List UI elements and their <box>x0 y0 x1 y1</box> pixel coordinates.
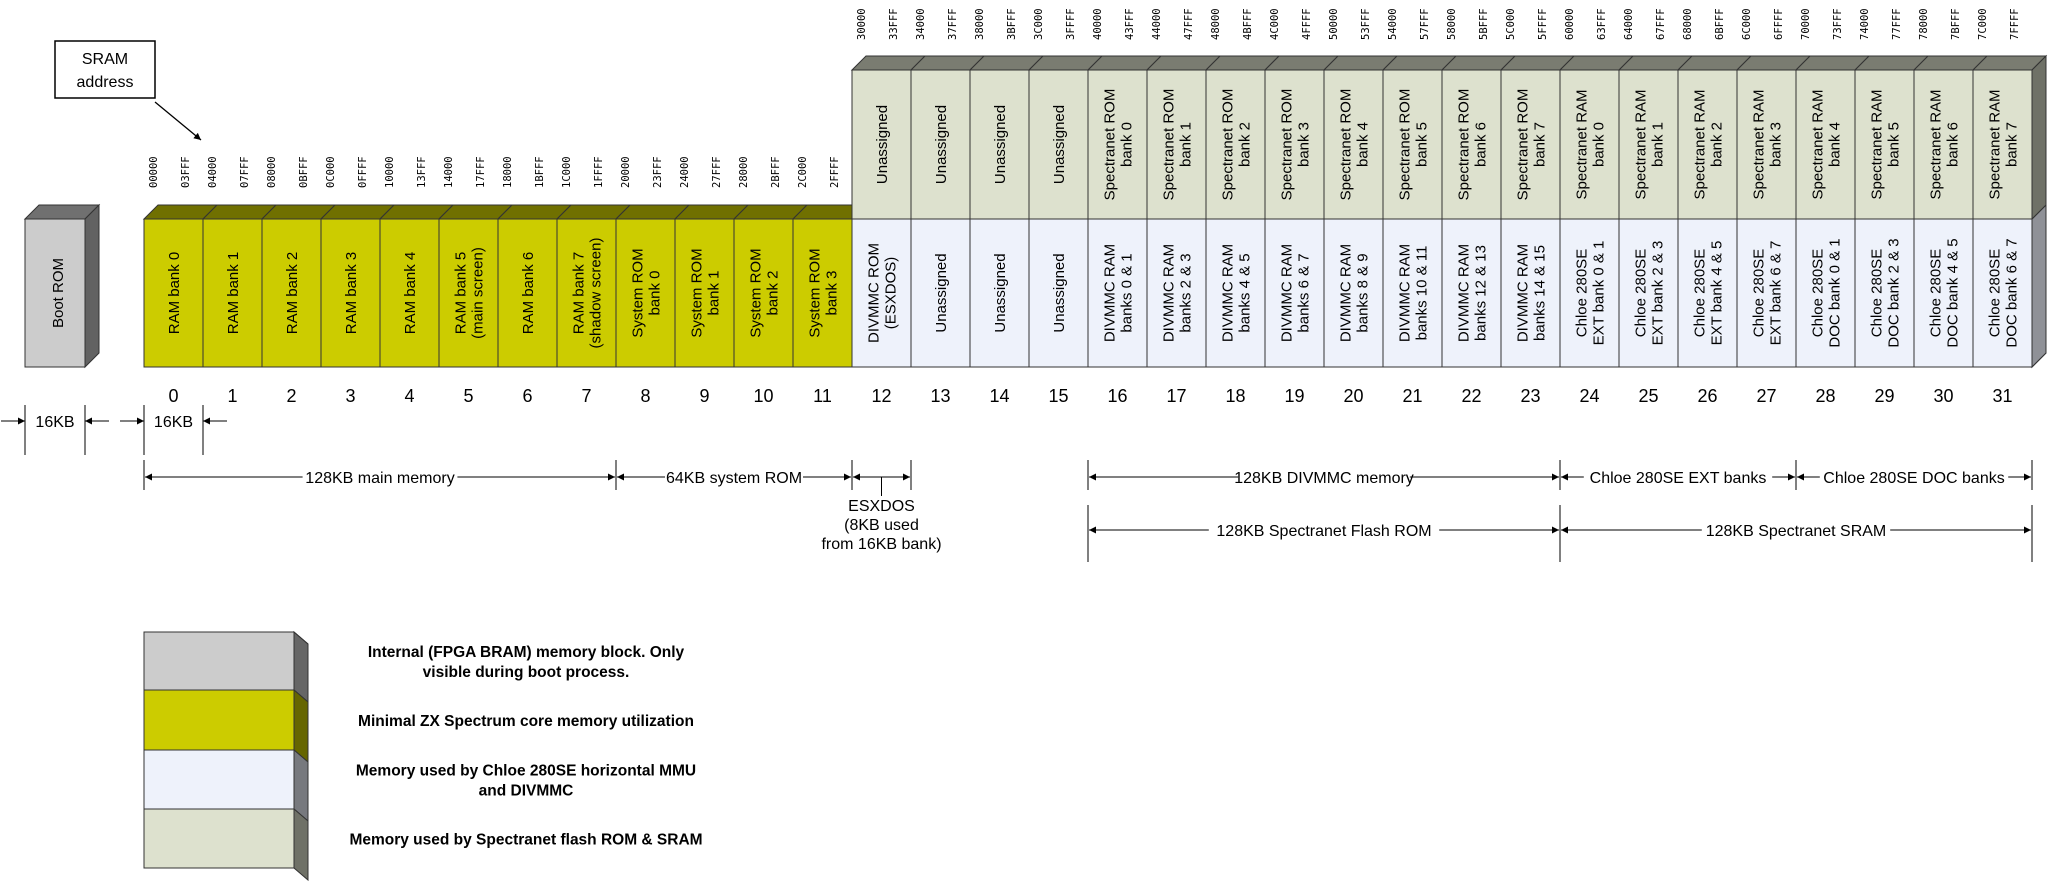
bank-23-end-address: 5FFFF <box>1537 8 1549 40</box>
bank-27-upper-label-line: Spectranet RAM <box>1750 89 1768 200</box>
bank-index-26: 26 <box>1697 386 1718 406</box>
bank-14-start-address: 38000 <box>974 8 986 40</box>
bank-size-dim-label: 16KB <box>153 414 194 431</box>
bank-20-end-address: 53FFF <box>1360 8 1372 40</box>
bank-1-label-line: RAM bank 1 <box>224 251 242 335</box>
bank-5-label <box>453 247 487 339</box>
bank-25-label <box>1633 241 1667 346</box>
bank-index-4: 4 <box>404 386 415 406</box>
bank-15-end-address: 3FFFF <box>1065 8 1077 40</box>
bank-26-label-line: EXT bank 4 & 5 <box>1708 240 1726 346</box>
legend-text-spectranet: Memory used by Spectranet flash ROM & SRAM <box>349 831 703 849</box>
bank-22-upper-label-line: bank 6 <box>1472 121 1490 168</box>
bank-18-upper-label-line: bank 2 <box>1236 121 1254 168</box>
bank-24-start-address: 60000 <box>1564 8 1576 40</box>
bank-index-16: 16 <box>1107 386 1128 406</box>
bank-30-start-address: 78000 <box>1918 8 1930 40</box>
bank-19-label-line: banks 6 & 7 <box>1295 253 1313 333</box>
legend-text-zx: Minimal ZX Spectrum core memory utilization <box>358 713 694 730</box>
bank-17-label <box>1161 244 1195 342</box>
bank-18-label-line: banks 4 & 5 <box>1236 253 1254 333</box>
bank-13-upper-label-line: Unassigned <box>932 104 950 185</box>
legend-text-boot: Internal (FPGA BRAM) memory block. Only <box>367 644 685 661</box>
bank-12-label-line: DIVMMC ROM <box>865 243 883 343</box>
bank-21-label <box>1397 244 1431 342</box>
bank-24-upper-label-line: Spectranet RAM <box>1573 89 1591 200</box>
bank-index-19: 19 <box>1284 386 1305 406</box>
bank-index-8: 8 <box>640 386 651 406</box>
bank-4-end-address: 13FFF <box>416 156 428 188</box>
bank-19-upper-label-line: bank 3 <box>1295 121 1313 168</box>
bank-31-label <box>1987 238 2021 347</box>
bank-16-end-address: 43FFF <box>1124 8 1136 40</box>
bank-4-label <box>402 252 419 335</box>
bank-27-label-line: EXT bank 6 & 7 <box>1767 240 1785 346</box>
bank-16-label-line: banks 0 & 1 <box>1118 253 1136 333</box>
bank-17-start-address: 44000 <box>1151 8 1163 40</box>
bank-29-label-line: Chloe 280SE <box>1868 248 1886 338</box>
bank-18-upper-label-line: Spectranet ROM <box>1219 88 1237 201</box>
bank-index-22: 22 <box>1461 386 1482 406</box>
bank-26-start-address: 68000 <box>1682 8 1694 40</box>
bank-28-label-line: DOC bank 0 & 1 <box>1826 238 1844 348</box>
bank-25-label-line: EXT bank 2 & 3 <box>1649 240 1667 346</box>
bank-15-upper-label-line: Unassigned <box>1050 104 1068 185</box>
upper-row-side-face <box>2032 56 2046 219</box>
bank-28-upper-label-line: bank 4 <box>1826 121 1844 168</box>
bank-16-upper-label-line: Spectranet ROM <box>1101 88 1119 201</box>
bank-23-upper-label-line: bank 7 <box>1531 121 1549 168</box>
bank-29-label-line: DOC bank 2 & 3 <box>1885 238 1903 348</box>
bank-8-label-line: System ROM <box>629 248 647 338</box>
bank-22-label <box>1456 244 1490 342</box>
legend-text-boot: visible during boot process. <box>422 664 630 681</box>
bank-22-label-line: banks 12 & 13 <box>1472 245 1490 341</box>
bank-17-upper-label-line: bank 1 <box>1177 121 1195 168</box>
bank-19-upper-label-line: Spectranet ROM <box>1278 88 1296 201</box>
boot-rom-label: Boot ROM <box>50 257 67 329</box>
bank-11-end-address: 2FFFF <box>829 156 841 188</box>
bank-1-label <box>225 252 242 335</box>
bank-19-label <box>1279 244 1313 342</box>
bank-index-7: 7 <box>581 386 592 406</box>
bank-31-end-address: 7FFFF <box>2009 8 2021 40</box>
bank-9-start-address: 24000 <box>679 156 691 188</box>
bank-index-18: 18 <box>1225 386 1246 406</box>
bank-index-1: 1 <box>227 386 238 406</box>
bank-15-label-line: Unassigned <box>1050 253 1068 333</box>
dimension-lines-layer <box>1 405 2032 562</box>
bank-0-label <box>166 252 183 335</box>
span-dim-1-label: 64KB system ROM <box>665 470 803 487</box>
span-dim-2-label-line: from 16KB bank) <box>821 536 942 553</box>
bank-16-label <box>1102 244 1136 342</box>
bank-15-start-address: 3C000 <box>1033 8 1045 40</box>
bank-30-label <box>1928 238 1962 347</box>
bank-7-label-line: (shadow screen) <box>587 237 605 349</box>
bank-29-upper-label-line: bank 5 <box>1885 121 1903 168</box>
bank-26-upper-label-line: bank 2 <box>1708 121 1726 168</box>
bank-5-start-address: 14000 <box>443 156 455 188</box>
bank-10-end-address: 2BFFF <box>770 156 782 188</box>
bank-27-upper-label-line: bank 3 <box>1767 121 1785 168</box>
span-dim-5-label: Chloe 280SE DOC banks <box>1823 470 2005 487</box>
bank-1-end-address: 07FFF <box>239 156 251 188</box>
bank-2-start-address: 08000 <box>266 156 278 188</box>
bank-index-28: 28 <box>1815 386 1836 406</box>
bank-26-label <box>1692 241 1726 346</box>
bank-25-upper-label-line: Spectranet RAM <box>1632 89 1650 200</box>
bank-index-14: 14 <box>989 386 1010 406</box>
bank-7-start-address: 1C000 <box>561 156 573 188</box>
bank-20-start-address: 50000 <box>1328 8 1340 40</box>
bank-10-label-line: System ROM <box>747 248 765 338</box>
bank-23-label <box>1515 244 1549 342</box>
legend-layer <box>144 632 703 880</box>
bank-31-label-line: Chloe 280SE <box>1986 248 2004 338</box>
bank-17-label-line: DIVMMC RAM <box>1160 243 1178 343</box>
bank-17-label-line: banks 2 & 3 <box>1177 253 1195 333</box>
legend-swatch-chloe-front <box>144 750 294 809</box>
boot-rom-block-side-face <box>85 205 99 367</box>
boot-rom-size-dim-label: 16KB <box>35 414 75 431</box>
bank-26-upper-label-line: Spectranet RAM <box>1691 89 1709 200</box>
bank-29-end-address: 77FFF <box>1891 8 1903 40</box>
bank-18-end-address: 4BFFF <box>1242 8 1254 40</box>
bank-12-start-address: 30000 <box>856 8 868 40</box>
bank-1-start-address: 04000 <box>207 156 219 188</box>
bank-8-label-line: bank 0 <box>646 270 664 316</box>
bank-23-label-line: banks 14 & 15 <box>1531 245 1549 341</box>
bank-28-start-address: 70000 <box>1800 8 1812 40</box>
bank-14-end-address: 3BFFF <box>1006 8 1018 40</box>
bank-index-29: 29 <box>1874 386 1895 406</box>
bank-8-start-address: 20000 <box>620 156 632 188</box>
bank-13-end-address: 37FFF <box>947 8 959 40</box>
legend-swatch-boot-front <box>144 632 294 690</box>
bank-11-label-line: System ROM <box>806 248 824 338</box>
bank-30-upper-label-line: bank 6 <box>1944 121 1962 168</box>
bank-5-end-address: 17FFF <box>475 156 487 188</box>
bank-20-upper-label-line: Spectranet ROM <box>1337 88 1355 201</box>
bank-4-label-line: RAM bank 4 <box>401 251 419 335</box>
bank-7-label-line: RAM bank 7 <box>570 251 588 335</box>
bank-index-17: 17 <box>1166 386 1187 406</box>
bank-13-label-line: Unassigned <box>932 253 950 333</box>
legend-text-chloe: and DIVMMC <box>478 782 574 800</box>
bank-21-label-line: banks 10 & 11 <box>1413 245 1431 341</box>
bank-12-upper-label-line: Unassigned <box>873 104 891 185</box>
bank-24-label-line: EXT bank 0 & 1 <box>1590 240 1608 346</box>
bank-9-label-line: bank 1 <box>705 270 723 316</box>
bank-17-end-address: 47FFF <box>1183 8 1195 40</box>
bank-29-start-address: 74000 <box>1859 8 1871 40</box>
bank-23-label-line: DIVMMC RAM <box>1514 243 1532 343</box>
bank-25-start-address: 64000 <box>1623 8 1635 40</box>
sram-address-callout-arrow <box>155 102 201 140</box>
bank-0-start-address: 00000 <box>148 156 160 188</box>
bank-12-label <box>866 243 900 343</box>
bank-6-end-address: 1BFFF <box>534 156 546 188</box>
legend-text-chloe: Memory used by Chloe 280SE horizontal MMU <box>355 762 697 780</box>
bank-index-2: 2 <box>286 386 297 406</box>
legend-swatch-zx-front <box>144 690 294 750</box>
bank-30-end-address: 7BFFF <box>1950 8 1962 40</box>
bank-23-upper-label-line: Spectranet ROM <box>1514 88 1532 201</box>
bank-6-label-line: RAM bank 6 <box>519 251 537 335</box>
bank-27-label <box>1751 241 1785 346</box>
bank-13-start-address: 34000 <box>915 8 927 40</box>
bank-17-upper-label-line: Spectranet ROM <box>1160 88 1178 201</box>
bank-9-label-line: System ROM <box>688 248 706 338</box>
bank-31-upper-label-line: Spectranet RAM <box>1986 89 2004 200</box>
bank-31-label-line: DOC bank 6 & 7 <box>2003 238 2021 348</box>
bank-6-label <box>520 252 537 335</box>
bank-28-label <box>1810 238 1844 347</box>
memory-blocks-layer <box>25 56 2046 367</box>
bank-30-upper-label-line: Spectranet RAM <box>1927 89 1945 200</box>
bank-6-start-address: 18000 <box>502 156 514 188</box>
bank-0-end-address: 03FFF <box>180 156 192 188</box>
bank-11-label-line: bank 3 <box>823 270 841 316</box>
bank-13-label <box>933 253 950 332</box>
bank-20-label-line: banks 8 & 9 <box>1354 253 1372 333</box>
bank-index-25: 25 <box>1638 386 1659 406</box>
bank-3-label-line: RAM bank 3 <box>342 251 360 335</box>
bank-index-30: 30 <box>1933 386 1954 406</box>
bank-25-label-line: Chloe 280SE <box>1632 248 1650 338</box>
bank-9-end-address: 27FFF <box>711 156 723 188</box>
bank-29-upper-label-line: Spectranet RAM <box>1868 89 1886 200</box>
bank-index-6: 6 <box>522 386 533 406</box>
bank-18-start-address: 48000 <box>1210 8 1222 40</box>
bank-26-label-line: Chloe 280SE <box>1691 248 1709 338</box>
bank-index-11: 11 <box>813 386 832 406</box>
bank-24-label-line: Chloe 280SE <box>1573 248 1591 338</box>
bank-index-0: 0 <box>168 386 179 406</box>
bank-21-end-address: 57FFF <box>1419 8 1431 40</box>
bank-19-label-line: DIVMMC RAM <box>1278 243 1296 343</box>
bank-16-label-line: DIVMMC RAM <box>1101 243 1119 343</box>
bank-14-upper-label-line: Unassigned <box>991 104 1009 185</box>
sram-address-callout-line2: address <box>76 74 134 91</box>
bank-26-end-address: 6BFFF <box>1714 8 1726 40</box>
span-dim-3-label: 128KB DIVMMC memory <box>1234 470 1414 487</box>
bank-14-upper-label <box>992 105 1009 184</box>
bank-0-label-line: RAM bank 0 <box>165 251 183 335</box>
span-dim-6-label: 128KB Spectranet Flash ROM <box>1216 523 1432 540</box>
legend-swatch-spectranet-front <box>144 809 294 868</box>
bank-2-label-line: RAM bank 2 <box>283 251 301 335</box>
bank-28-label-line: Chloe 280SE <box>1809 248 1827 338</box>
bank-16-upper-label-line: bank 0 <box>1118 121 1136 168</box>
bank-3-label <box>343 252 360 335</box>
bank-7-label <box>571 238 605 349</box>
span-dim-0-label: 128KB main memory <box>305 470 455 487</box>
bank-16-start-address: 40000 <box>1092 8 1104 40</box>
bank-21-start-address: 54000 <box>1387 8 1399 40</box>
bank-5-label-line: RAM bank 5 <box>452 251 470 335</box>
bank-3-end-address: 0FFFF <box>357 156 369 188</box>
bank-3-start-address: 0C000 <box>325 156 337 188</box>
bank-27-end-address: 6FFFF <box>1773 8 1785 40</box>
bank-27-start-address: 6C000 <box>1741 8 1753 40</box>
bank-28-upper-label-line: Spectranet RAM <box>1809 89 1827 200</box>
bank-24-end-address: 63FFF <box>1596 8 1608 40</box>
bank-25-upper-label-line: bank 1 <box>1649 121 1667 168</box>
bank-21-upper-label-line: bank 5 <box>1413 121 1431 168</box>
bank-30-label-line: DOC bank 4 & 5 <box>1944 238 1962 348</box>
bank-index-31: 31 <box>1992 386 2013 406</box>
bank-28-end-address: 73FFF <box>1832 8 1844 40</box>
span-dim-4-label: Chloe 280SE EXT banks <box>1589 470 1767 487</box>
bank-index-12: 12 <box>871 386 892 406</box>
bank-19-start-address: 4C000 <box>1269 8 1281 40</box>
bank-21-label-line: DIVMMC RAM <box>1396 243 1414 343</box>
bank-21-upper-label-line: Spectranet ROM <box>1396 88 1414 201</box>
lower-row-side-face <box>2032 205 2046 367</box>
bank-index-27: 27 <box>1756 386 1777 406</box>
bank-14-label-line: Unassigned <box>991 253 1009 333</box>
bank-index-9: 9 <box>699 386 710 406</box>
bank-19-end-address: 4FFFF <box>1301 8 1313 40</box>
bank-24-label <box>1574 241 1608 346</box>
bank-index-20: 20 <box>1343 386 1364 406</box>
bank-10-start-address: 28000 <box>738 156 750 188</box>
bank-7-end-address: 1FFFF <box>593 156 605 188</box>
bank-20-upper-label-line: bank 4 <box>1354 121 1372 168</box>
bank-index-23: 23 <box>1520 386 1541 406</box>
bank-31-upper-label-line: bank 7 <box>2003 121 2021 168</box>
bank-10-label-line: bank 2 <box>764 270 782 316</box>
bank-2-label <box>284 252 301 335</box>
bank-13-upper-label <box>933 105 950 184</box>
bank-29-label <box>1869 238 1903 347</box>
bank-20-label <box>1338 244 1372 342</box>
bank-24-upper-label-line: bank 0 <box>1590 121 1608 168</box>
bank-15-label <box>1051 253 1068 332</box>
span-dim-2-label-line: (8KB used <box>844 517 919 534</box>
bank-31-start-address: 7C000 <box>1977 8 1989 40</box>
bank-22-upper-label-line: Spectranet ROM <box>1455 88 1473 201</box>
bank-20-label-line: DIVMMC RAM <box>1337 243 1355 343</box>
bank-22-end-address: 5BFFF <box>1478 8 1490 40</box>
bank-25-end-address: 67FFF <box>1655 8 1667 40</box>
bank-11-start-address: 2C000 <box>797 156 809 188</box>
bank-2-end-address: 0BFFF <box>298 156 310 188</box>
bank-index-15: 15 <box>1048 386 1069 406</box>
bank-15-upper-label <box>1051 105 1068 184</box>
bank-27-label-line: Chloe 280SE <box>1750 248 1768 338</box>
bank-12-end-address: 33FFF <box>888 8 900 40</box>
bank-12-label-line: (ESXDOS) <box>882 256 900 330</box>
bank-index-24: 24 <box>1579 386 1600 406</box>
bank-14-label <box>992 253 1009 332</box>
span-dim-2-label-line: ESXDOS <box>848 498 915 515</box>
bank-4-start-address: 10000 <box>384 156 396 188</box>
bank-30-label-line: Chloe 280SE <box>1927 248 1945 338</box>
span-dim-7-label: 128KB Spectranet SRAM <box>1705 523 1887 540</box>
bank-index-10: 10 <box>753 386 774 406</box>
bank-index-5: 5 <box>463 386 474 406</box>
bank-23-start-address: 5C000 <box>1505 8 1517 40</box>
sram-address-callout-line1: SRAM <box>81 51 129 68</box>
bank-index-3: 3 <box>345 386 356 406</box>
bank-index-21: 21 <box>1402 386 1423 406</box>
bank-18-label <box>1220 244 1254 342</box>
bank-8-end-address: 23FFF <box>652 156 664 188</box>
legend-swatch-spectranet-side <box>294 809 308 880</box>
bank-12-upper-label <box>874 105 891 184</box>
bank-index-13: 13 <box>930 386 951 406</box>
bank-22-label-line: DIVMMC RAM <box>1455 243 1473 343</box>
bank-5-label-line: (main screen) <box>469 247 487 339</box>
bank-22-start-address: 58000 <box>1446 8 1458 40</box>
bank-18-label-line: DIVMMC RAM <box>1219 243 1237 343</box>
legend-swatch-spectranet <box>144 809 308 880</box>
